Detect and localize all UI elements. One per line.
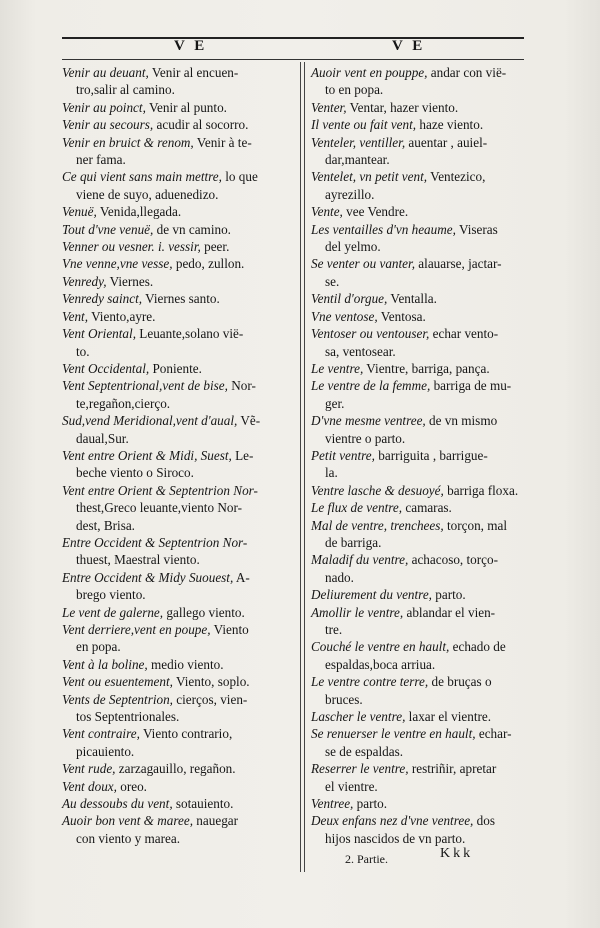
- french-headword: Ventre lasche & desuoyé,: [311, 482, 444, 498]
- french-headword: Au dessoubs du vent,: [62, 796, 173, 812]
- left-column: [63, 64, 295, 847]
- french-headword: Vent Occidental,: [62, 360, 150, 376]
- french-headword: Venir au deuant,: [62, 65, 149, 80]
- french-headword: Ce qui vient sans main mettre,: [62, 169, 222, 185]
- entry-continuation: viene de suyo, aduenedizo.: [76, 186, 219, 202]
- french-headword: Mal de ventre, trenchees,: [311, 517, 444, 533]
- dictionary-entry: [63, 377, 295, 394]
- french-headword: Deliurement du ventre,: [311, 587, 432, 603]
- entry-continuation: tre.: [325, 622, 343, 637]
- entry-continuation: se de espaldas.: [325, 743, 403, 759]
- entry-continuation: tro,salir al camino.: [76, 82, 175, 98]
- dictionary-entry: [63, 691, 295, 708]
- dictionary-entry: [63, 569, 295, 586]
- entry-continuation: ner fama.: [76, 152, 126, 168]
- spanish-gloss: peer.: [200, 239, 230, 255]
- french-headword: Vent entre Orient & Midi, Suest,: [62, 447, 232, 463]
- spanish-gloss: alauarse, jactar-: [415, 256, 502, 272]
- dictionary-entry: [312, 325, 538, 342]
- french-headword: Venredy,: [62, 273, 107, 289]
- dictionary-entry: [312, 255, 538, 272]
- dictionary-entry: [312, 99, 538, 116]
- dictionary-entry: [63, 116, 295, 133]
- french-headword: Vne venne,vne vesse,: [62, 256, 173, 272]
- dictionary-entry: [63, 290, 295, 307]
- french-headword: Vent Oriental,: [62, 326, 136, 342]
- spanish-gloss: Le-: [231, 447, 254, 463]
- entry-continuation: te,regañon,cierço.: [76, 395, 171, 411]
- spanish-gloss: restriñir, apretar: [408, 761, 497, 777]
- entry-continuation: de barriga.: [325, 534, 382, 550]
- entry-continuation: daual,Sur.: [76, 430, 129, 446]
- french-headword: Auoir bon vent & maree,: [62, 813, 193, 829]
- spanish-gloss: Ventosa.: [377, 308, 426, 324]
- dictionary-entry: [312, 795, 538, 812]
- french-headword: Venter,: [311, 99, 347, 115]
- running-head-right: V E: [392, 38, 426, 54]
- dictionary-entry: [63, 221, 295, 238]
- top-rule: [62, 37, 524, 39]
- spanish-gloss: achacoso, torço-: [408, 552, 499, 568]
- spanish-gloss: A-: [233, 569, 250, 585]
- dictionary-entry: [312, 638, 538, 655]
- french-headword: Venir au secours,: [62, 117, 154, 133]
- dictionary-entry: [312, 517, 538, 534]
- spanish-gloss: barriguita , barrigue-: [374, 447, 488, 463]
- french-headword: Vent ou esuentement,: [62, 674, 173, 690]
- dictionary-entry: [312, 203, 538, 220]
- spanish-gloss: Ventalla.: [387, 291, 437, 307]
- french-headword: Amollir le ventre,: [311, 604, 404, 620]
- spanish-gloss: dos: [473, 813, 495, 829]
- french-headword: Vent Septentrional,vent de bise,: [62, 378, 228, 394]
- dictionary-entry: [63, 482, 295, 499]
- entry-continuation: brego viento.: [76, 587, 146, 603]
- french-headword: Venir en bruict & renom,: [62, 134, 194, 150]
- french-headword: Vent entre Orient & Septentrion Nor-: [62, 482, 258, 498]
- spanish-gloss: auentar , auiel-: [405, 134, 488, 150]
- spanish-gloss: Viento, soplo.: [172, 674, 250, 690]
- dictionary-entry: [312, 812, 538, 829]
- part-marker: 2. Partie.: [345, 852, 388, 866]
- spanish-gloss: sotauiento.: [172, 796, 234, 812]
- spanish-gloss: echar vento-: [429, 326, 499, 342]
- dictionary-entry: [312, 64, 538, 81]
- entry-continuation: la.: [325, 465, 338, 481]
- entry-continuation: nado.: [325, 569, 354, 585]
- header-rule: [62, 59, 524, 60]
- entry-continuation: en popa.: [76, 639, 121, 655]
- dictionary-entry: [312, 134, 538, 151]
- french-headword: Le ventre,: [311, 360, 364, 376]
- french-headword: Le vent de galerne,: [62, 604, 164, 620]
- french-headword: Vent derriere,vent en poupe,: [62, 622, 211, 637]
- spanish-gloss: Viento contrario,: [139, 726, 233, 742]
- spanish-gloss: haze viento.: [416, 117, 484, 133]
- spanish-gloss: oreo.: [116, 778, 147, 794]
- dictionary-entry: [63, 360, 295, 377]
- french-headword: Se venter ou vanter,: [311, 256, 415, 272]
- spanish-gloss: Venida,llegada.: [96, 204, 182, 220]
- spanish-gloss: Nor-: [227, 378, 256, 394]
- spanish-gloss: Venir al punto.: [145, 99, 227, 115]
- dictionary-entry: [312, 760, 538, 777]
- french-headword: Tout d'vne venuë,: [62, 221, 154, 237]
- dictionary-entry: [63, 760, 295, 777]
- dictionary-entry: [63, 778, 295, 795]
- french-headword: Deux enfans nez d'vne ventree,: [311, 813, 474, 829]
- french-headword: Vent,: [62, 308, 89, 324]
- spanish-gloss: de bruças o: [428, 674, 492, 690]
- dictionary-entry: [312, 673, 538, 690]
- dictionary-entry: [63, 795, 295, 812]
- signature-mark: Kkk: [440, 846, 474, 861]
- entry-continuation: thuest, Maestral viento.: [76, 552, 200, 568]
- spanish-gloss: zarzagauillo, regañon.: [115, 761, 236, 777]
- entry-continuation: dar,mantear.: [325, 152, 390, 168]
- spanish-gloss: Viento,ayre.: [88, 308, 156, 324]
- spanish-gloss: parto.: [353, 796, 388, 812]
- spanish-gloss: Viseras: [455, 221, 498, 237]
- spanish-gloss: gallego viento.: [163, 604, 245, 620]
- spanish-gloss: barriga de mu-: [430, 378, 512, 394]
- spanish-gloss: Poniente.: [149, 360, 202, 376]
- dictionary-entry: [63, 656, 295, 673]
- dictionary-entry: [63, 621, 295, 638]
- dictionary-entry: [63, 412, 295, 429]
- french-headword: Maladif du ventre,: [311, 552, 409, 568]
- entry-continuation: espaldas,boca arriua.: [325, 656, 436, 672]
- dictionary-entry: [312, 725, 538, 742]
- entry-continuation: dest, Brisa.: [76, 517, 135, 533]
- french-headword: Auoir vent en pouppe,: [311, 65, 428, 80]
- entry-continuation: vientre o parto.: [325, 430, 406, 446]
- dictionary-entry: [63, 673, 295, 690]
- spanish-gloss: Viernes santo.: [142, 291, 220, 307]
- dictionary-entry: [312, 604, 538, 621]
- spanish-gloss: torçon, mal: [443, 517, 508, 533]
- entry-continuation: beche viento o Siroco.: [76, 465, 194, 481]
- french-headword: Vent rude,: [62, 761, 116, 777]
- spanish-gloss: Venir al encuen-: [148, 65, 239, 80]
- spanish-gloss: acudir al socorro.: [153, 117, 249, 133]
- dictionary-entry: [312, 290, 538, 307]
- french-headword: Vente,: [311, 204, 343, 220]
- spanish-gloss: medio viento.: [147, 656, 224, 672]
- entry-continuation: sa, ventosear.: [325, 343, 396, 359]
- entry-continuation: tos Septentrionales.: [76, 709, 180, 725]
- entry-continuation: to en popa.: [325, 82, 384, 98]
- dictionary-entry: [63, 203, 295, 220]
- entry-continuation: se.: [325, 273, 340, 289]
- french-headword: Ventree,: [311, 796, 354, 812]
- french-headword: Ventelet, vn petit vent,: [311, 169, 428, 185]
- entry-continuation: el vientre.: [325, 778, 378, 794]
- spanish-gloss: Vẽ-: [237, 413, 261, 429]
- right-column: [312, 64, 538, 847]
- french-headword: Il vente ou fait vent,: [311, 117, 417, 133]
- french-headword: Venteler, ventiller,: [311, 134, 406, 150]
- french-headword: Venuë,: [62, 204, 97, 220]
- dictionary-entry: [63, 238, 295, 255]
- spanish-gloss: cierços, vien-: [172, 691, 248, 707]
- dictionary-entry: [312, 482, 538, 499]
- column-divider: [304, 62, 305, 872]
- dictionary-entry: [63, 447, 295, 464]
- spanish-gloss: echado de: [449, 639, 506, 655]
- spanish-gloss: Venir à te-: [193, 134, 252, 150]
- french-headword: Vent à la boline,: [62, 656, 148, 672]
- spanish-gloss: nauegar: [193, 813, 239, 829]
- french-headword: D'vne mesme ventree,: [311, 413, 426, 429]
- dictionary-entry: [63, 168, 295, 185]
- french-headword: Venner ou vesner. i. vessir,: [62, 239, 201, 255]
- dictionary-entry: [63, 273, 295, 290]
- french-headword: Les ventailles d'vn heaume,: [311, 221, 456, 237]
- dictionary-entry: [312, 116, 538, 133]
- dictionary-entry: [63, 812, 295, 829]
- dictionary-entry: [312, 499, 538, 516]
- french-headword: Entre Occident & Septentrion Nor-: [62, 534, 248, 550]
- spanish-gloss: Vientre, barriga, pança.: [363, 360, 490, 376]
- french-headword: Se renuerser le ventre en hault,: [311, 726, 476, 742]
- dictionary-entry: [63, 325, 295, 342]
- french-headword: Vne ventose,: [311, 308, 378, 324]
- dictionary-entry: [63, 604, 295, 621]
- entry-continuation: bruces.: [325, 691, 363, 707]
- dictionary-entry: [63, 64, 295, 81]
- french-headword: Entre Occident & Midy Suouest,: [62, 569, 234, 585]
- french-headword: Reserrer le ventre,: [311, 761, 409, 777]
- french-headword: Lascher le ventre,: [311, 709, 406, 725]
- entry-continuation: ger.: [325, 395, 345, 411]
- french-headword: Vent doux,: [62, 778, 117, 794]
- dictionary-entry: [312, 168, 538, 185]
- spanish-gloss: Viento: [210, 622, 249, 637]
- spanish-gloss: pedo, zullon.: [172, 256, 245, 272]
- entry-continuation: picauiento.: [76, 743, 135, 759]
- french-headword: Ventoser ou ventouser,: [311, 326, 430, 342]
- dictionary-entry: [312, 308, 538, 325]
- dictionary-entry: [312, 377, 538, 394]
- dictionary-entry: [63, 534, 295, 551]
- spanish-gloss: camaras.: [402, 500, 452, 516]
- dictionary-entry: [312, 447, 538, 464]
- spanish-gloss: de vn camino.: [153, 221, 231, 237]
- spanish-gloss: echar-: [475, 726, 512, 742]
- spanish-gloss: Viernes.: [106, 273, 154, 289]
- entry-continuation: ayrezillo.: [325, 186, 375, 202]
- dictionary-entry: [63, 134, 295, 151]
- spanish-gloss: lo que: [221, 169, 258, 185]
- spanish-gloss: Ventezico,: [427, 169, 486, 185]
- entry-continuation: to.: [76, 343, 90, 359]
- spanish-gloss: Leuante,solano vië-: [136, 326, 244, 342]
- dictionary-entry: [312, 360, 538, 377]
- entry-continuation: con viento y marea.: [76, 830, 180, 846]
- french-headword: Ventil d'orgue,: [311, 291, 388, 307]
- spanish-gloss: parto.: [431, 587, 466, 603]
- running-head-left: V E: [174, 38, 208, 54]
- french-headword: Le ventre contre terre,: [311, 674, 429, 690]
- column-divider: [300, 62, 301, 872]
- french-headword: Le ventre de la femme,: [311, 378, 431, 394]
- spanish-gloss: barriga floxa.: [443, 482, 519, 498]
- dictionary-entry: [63, 725, 295, 742]
- spanish-gloss: de vn mismo: [425, 413, 498, 429]
- spanish-gloss: laxar el vientre.: [405, 709, 492, 725]
- spanish-gloss: ablandar el vien-: [403, 604, 496, 620]
- dictionary-entry: [312, 586, 538, 603]
- french-headword: Venredy sainct,: [62, 291, 143, 307]
- dictionary-entry: [63, 99, 295, 116]
- dictionary-entry: [63, 255, 295, 272]
- french-headword: Petit ventre,: [311, 447, 375, 463]
- spanish-gloss: andar con vië-: [427, 65, 507, 80]
- entry-continuation: del yelmo.: [325, 239, 381, 255]
- spanish-gloss: vee Vendre.: [342, 204, 409, 220]
- dictionary-entry: [312, 708, 538, 725]
- french-headword: Vents de Septentrion,: [62, 691, 173, 707]
- dictionary-entry: [63, 308, 295, 325]
- entry-continuation: thest,Greco leuante,viento Nor-: [76, 500, 242, 516]
- french-headword: Couché le ventre en hault,: [311, 639, 450, 655]
- dictionary-entry: [312, 412, 538, 429]
- entry-continuation: hijos nascidos de vn parto.: [325, 830, 466, 846]
- spanish-gloss: Ventar, hazer viento.: [346, 99, 459, 115]
- french-headword: Sud,vend Meridional,vent d'aual,: [62, 413, 238, 429]
- french-headword: Venir au poinct,: [62, 99, 146, 115]
- french-headword: Vent contraire,: [62, 726, 140, 742]
- dictionary-entry: [312, 551, 538, 568]
- dictionary-entry: [312, 221, 538, 238]
- french-headword: Le flux de ventre,: [311, 500, 403, 516]
